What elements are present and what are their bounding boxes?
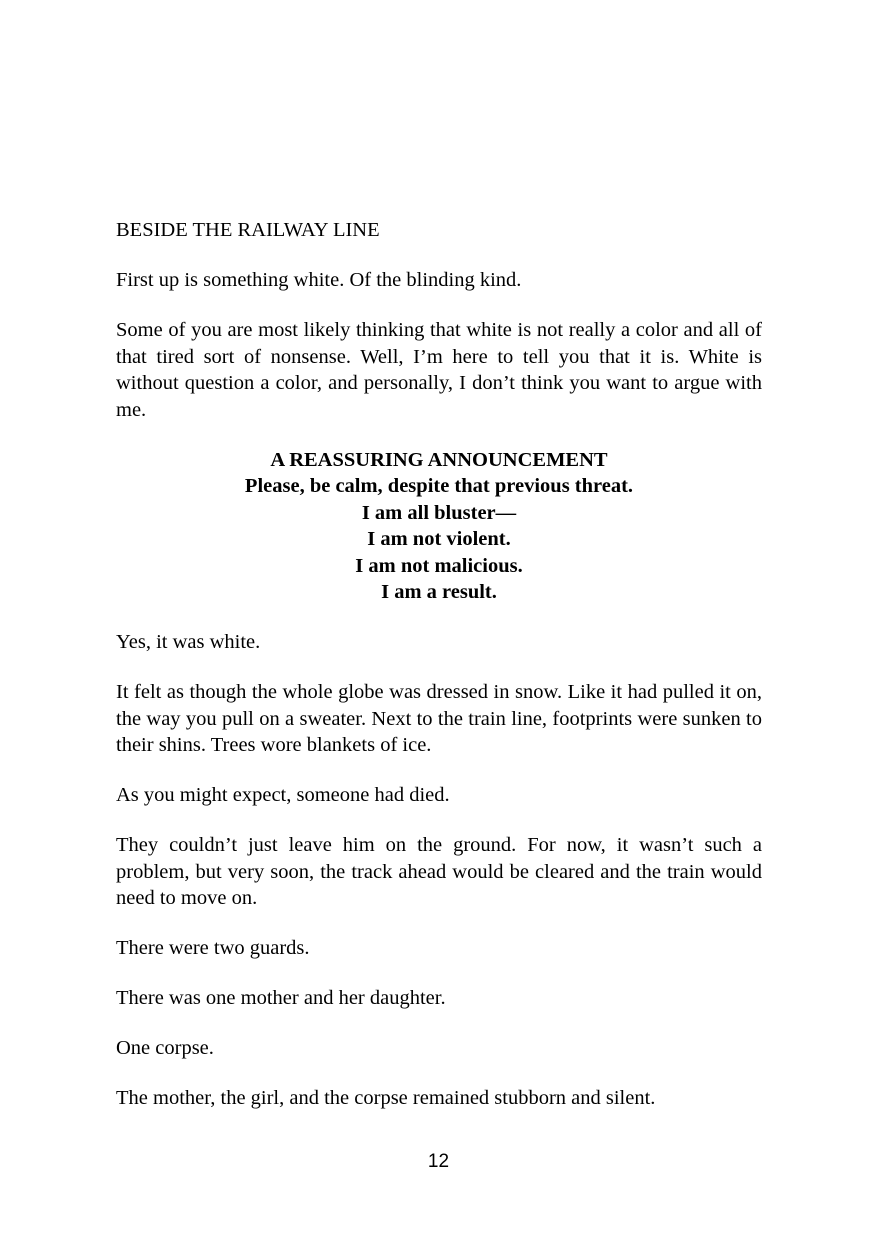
- announcement-title: A REASSURING ANNOUNCEMENT: [270, 448, 608, 471]
- paragraph: One corpse.: [116, 1037, 214, 1059]
- announcement-line: Please, be calm, despite that previous threat.: [244, 475, 634, 497]
- paragraph: There was one mother and her daughter.: [116, 987, 446, 1009]
- announcement-line: I am not violent.: [367, 528, 511, 550]
- paragraph: There were two guards.: [116, 937, 310, 959]
- paragraph: The mother, the girl, and the corpse remained stubborn and silent.: [116, 1087, 656, 1109]
- announcement-line: I am not malicious.: [355, 554, 523, 577]
- paragraph: First up is something white. Of the blinding kind.: [116, 269, 522, 291]
- announcement-block: [116, 447, 762, 606]
- page-number: 12: [427, 1151, 450, 1172]
- paragraph: It felt as though the whole globe was dressed in snow. Like it had pulled it on, the way you pull on a sweater. Next to the train line, footprints were sunken to their shins. Trees wore blankets of ice.: [116, 681, 762, 756]
- announcement-line: I am all bluster—: [361, 501, 517, 524]
- page-body: [116, 217, 762, 1135]
- paragraph: Yes, it was white.: [116, 631, 261, 653]
- paragraph: They couldn’t just leave him on the ground. For now, it wasn’t such a problem, but very soon, the track ahead would be cleared and the train would need to move on.: [116, 834, 762, 909]
- announcement-line: I am a result.: [381, 581, 497, 603]
- chapter-heading: BESIDE THE RAILWAY LINE: [116, 219, 380, 241]
- paragraph: Some of you are most likely thinking that white is not really a color and all of that tired sort of nonsense. Well, I’m here to tell you that it is. White is without question a color, and personally, I don’t think you want to argue with me.: [116, 319, 762, 421]
- paragraph: As you might expect, someone had died.: [116, 784, 450, 806]
